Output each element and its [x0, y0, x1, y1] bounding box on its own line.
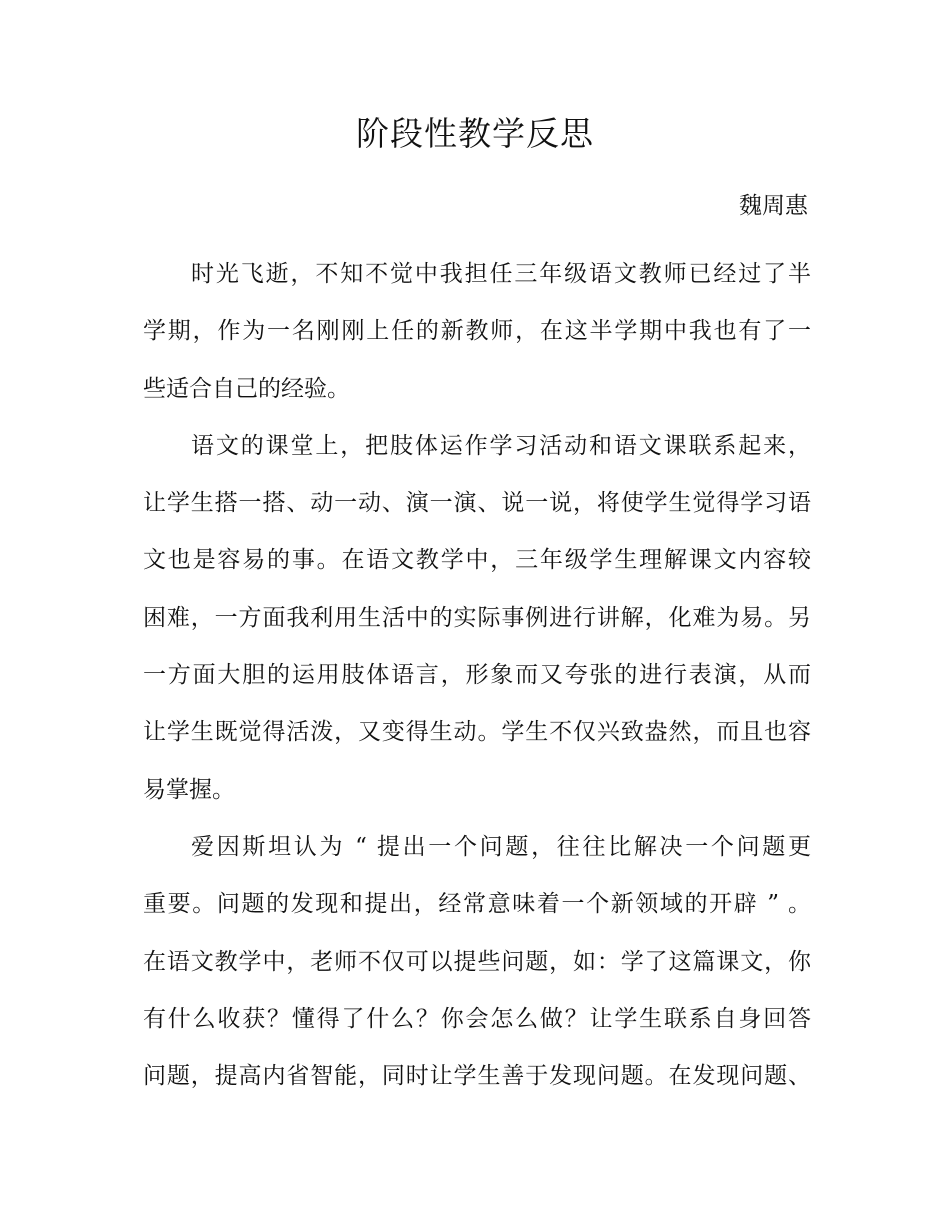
document-body [143, 246, 811, 1105]
paragraph-line: 让学生搭一搭、动一动、演一演、说一说，将使学生觉得学习语 [143, 490, 811, 517]
paragraph-line: 文也是容易的事。在语文教学中，三年级学生理解课文内容较 [143, 547, 811, 574]
paragraph-line: 爱因斯坦认为 “ 提出一个问题，往往比解决一个问题更 [191, 833, 811, 860]
paragraph-line: 易掌握。 [143, 776, 235, 803]
paragraph-line: 在语文教学中，老师不仅可以提些问题，如：学了这篇课文，你 [143, 948, 811, 975]
author-name: 魏周惠 [739, 193, 808, 219]
paragraph-line: 学期，作为一名刚刚上任的新教师，在这半学期中我也有了一 [143, 318, 811, 345]
paragraph-line: 重要。问题的发现和提出，经常意味着一个新领域的开辟 ” 。 [143, 891, 811, 918]
paragraph-line: 让学生既觉得活泼，又变得生动。学生不仅兴致盎然，而且也容 [143, 719, 811, 746]
paragraph-line: 语文的课堂上，把肢体运作学习活动和语文课联系起来， [191, 432, 811, 459]
paragraph-line: 一方面大胆的运用肢体语言，形象而又夸张的进行表演，从而 [143, 662, 811, 689]
document-title: 阶段性教学反思 [356, 114, 594, 153]
paragraph-line: 些适合自己的经验。 [143, 375, 350, 402]
paragraph-line: 有什么收获？懂得了什么？你会怎么做？让学生联系自身回答 [143, 1005, 811, 1032]
paragraph-line: 困难，一方面我利用生活中的实际事例进行讲解，化难为易。另 [143, 604, 811, 631]
paragraph-line: 时光飞逝，不知不觉中我担任三年级语文教师已经过了半 [191, 261, 811, 287]
paragraph-line: 问题，提高内省智能，同时让学生善于发现问题。在发现问题、 [143, 1063, 811, 1090]
